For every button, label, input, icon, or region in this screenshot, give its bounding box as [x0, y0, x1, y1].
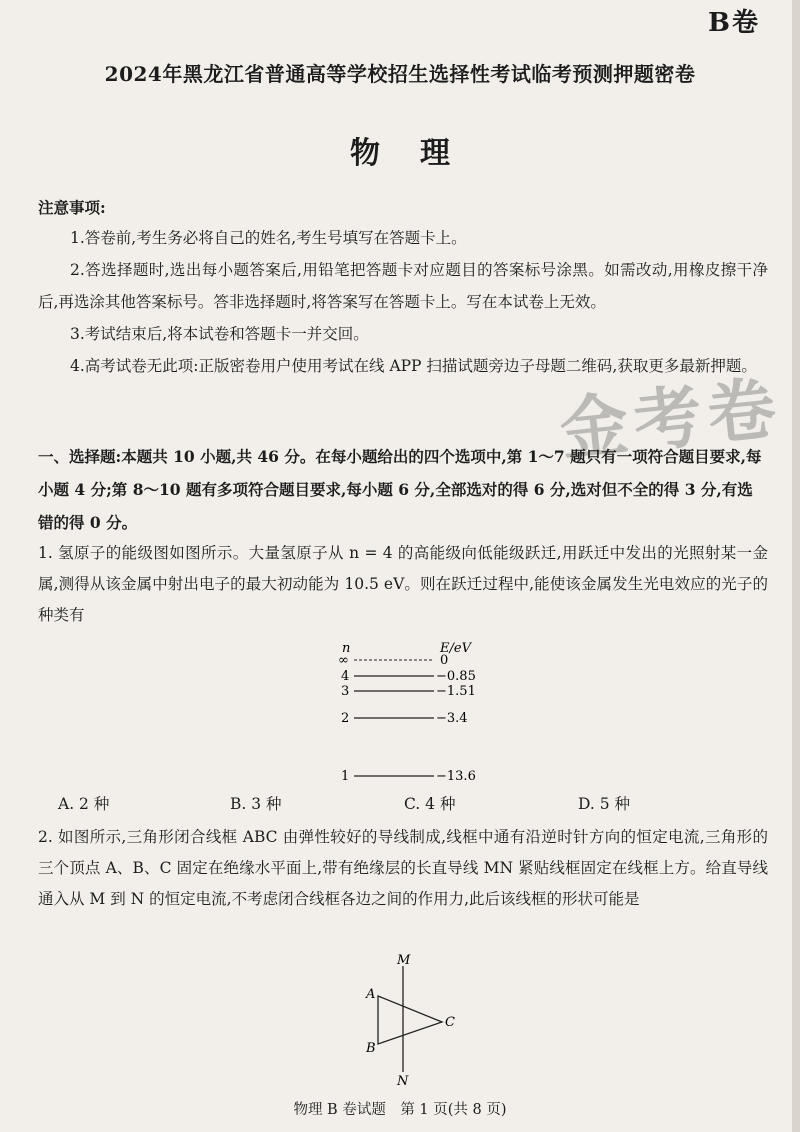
question-1-text: 1. 氢原子的能级图如图所示。大量氢原子从 n = 4 的高能级向低能级跃迁,用跃迁中发出的光照射某一金属,测得从该金属中射出电子的最大初动能为 10.5 eV。则在跃迁过程中,能使该金属发生光电效应的光子的种类有	[38, 544, 768, 624]
label-m: M	[397, 953, 411, 968]
notice-item-2: 2.答选择题时,选出每小题答案后,用铅笔把答题卡对应题目的答案标号涂黑。如需改动,用橡皮擦干净后,再选涂其他答案标号。答非选择题时,将答案写在答题卡上。写在本试卷上无效。	[38, 261, 768, 311]
n-axis-label: n	[342, 641, 351, 656]
level-n-3: 3	[341, 684, 350, 699]
energy-level-diagram	[330, 638, 510, 788]
option-b[interactable]: B. 3 种	[230, 795, 282, 813]
subject-title: 物理	[350, 136, 490, 171]
notice-heading: 注意事项:	[38, 198, 106, 217]
label-c: C	[445, 1015, 455, 1030]
notice-item-4: 4.高考试卷无此项:正版密卷用户使用考试在线 APP 扫描试题旁边子母题二维码,获取更多最新押题。	[70, 357, 757, 375]
notice-item-3: 3.考试结束后,将本试卷和答题卡一并交回。	[70, 325, 369, 343]
section-1-heading: 一、选择题:本题共 10 小题,共 46 分。在每小题给出的四个选项中,第 1～7 题只有一项符合题目要求,每小题 4 分;第 8～10 题有多项符合题目要求,每小题 6 分,全部选对的得 6 分,选对但不全的得 3 分,有选错的得 0 分。	[38, 447, 762, 532]
label-a: A	[366, 987, 376, 1002]
level-e-2: −3.4	[436, 711, 468, 726]
exam-title: 2024年黑龙江省普通高等学校招生选择性考试临考预测押题密卷	[104, 62, 696, 86]
label-n: N	[397, 1074, 409, 1087]
level-e-1: −13.6	[436, 769, 476, 784]
level-n-2: 2	[341, 711, 350, 726]
question-2-text: 2. 如图所示,三角形闭合线框 ABC 由弹性较好的导线制成,线框中通有沿逆时针方向的恒定电流,三角形的三个顶点 A、B、C 固定在绝缘水平面上,带有绝缘层的长直导线 MN 紧贴线框固定在线框上方。给直导线通入从 M 到 N 的恒定电流,不考虑闭合线框各边之间的作用力,此后该线框的形状可能是	[38, 828, 768, 908]
energy-axis-label: E/eV	[440, 641, 471, 656]
level-e-4: −0.85	[436, 669, 476, 684]
triangle-frame-abc	[378, 996, 442, 1044]
level-n-inf: ∞	[338, 653, 349, 668]
triangle-wire-diagram	[350, 952, 470, 1087]
paper-version-label: B卷	[708, 8, 760, 38]
notice-item-1: 1.答卷前,考生务必将自己的姓名,考生号填写在答题卡上。	[70, 229, 467, 247]
option-a[interactable]: A. 2 种	[58, 795, 110, 813]
level-e-3: −1.51	[436, 684, 476, 699]
level-n-4: 4	[341, 669, 350, 684]
page-footer: 物理 B 卷试题 第 1 页(共 8 页)	[293, 1102, 507, 1118]
option-d[interactable]: D. 5 种	[578, 795, 631, 813]
level-n-1: 1	[341, 769, 350, 784]
level-e-inf: 0	[440, 653, 449, 668]
option-c[interactable]: C. 4 种	[404, 795, 456, 813]
question-1-options	[58, 792, 758, 820]
watermark-seal: 金考卷	[556, 368, 786, 471]
label-b: B	[366, 1041, 376, 1056]
